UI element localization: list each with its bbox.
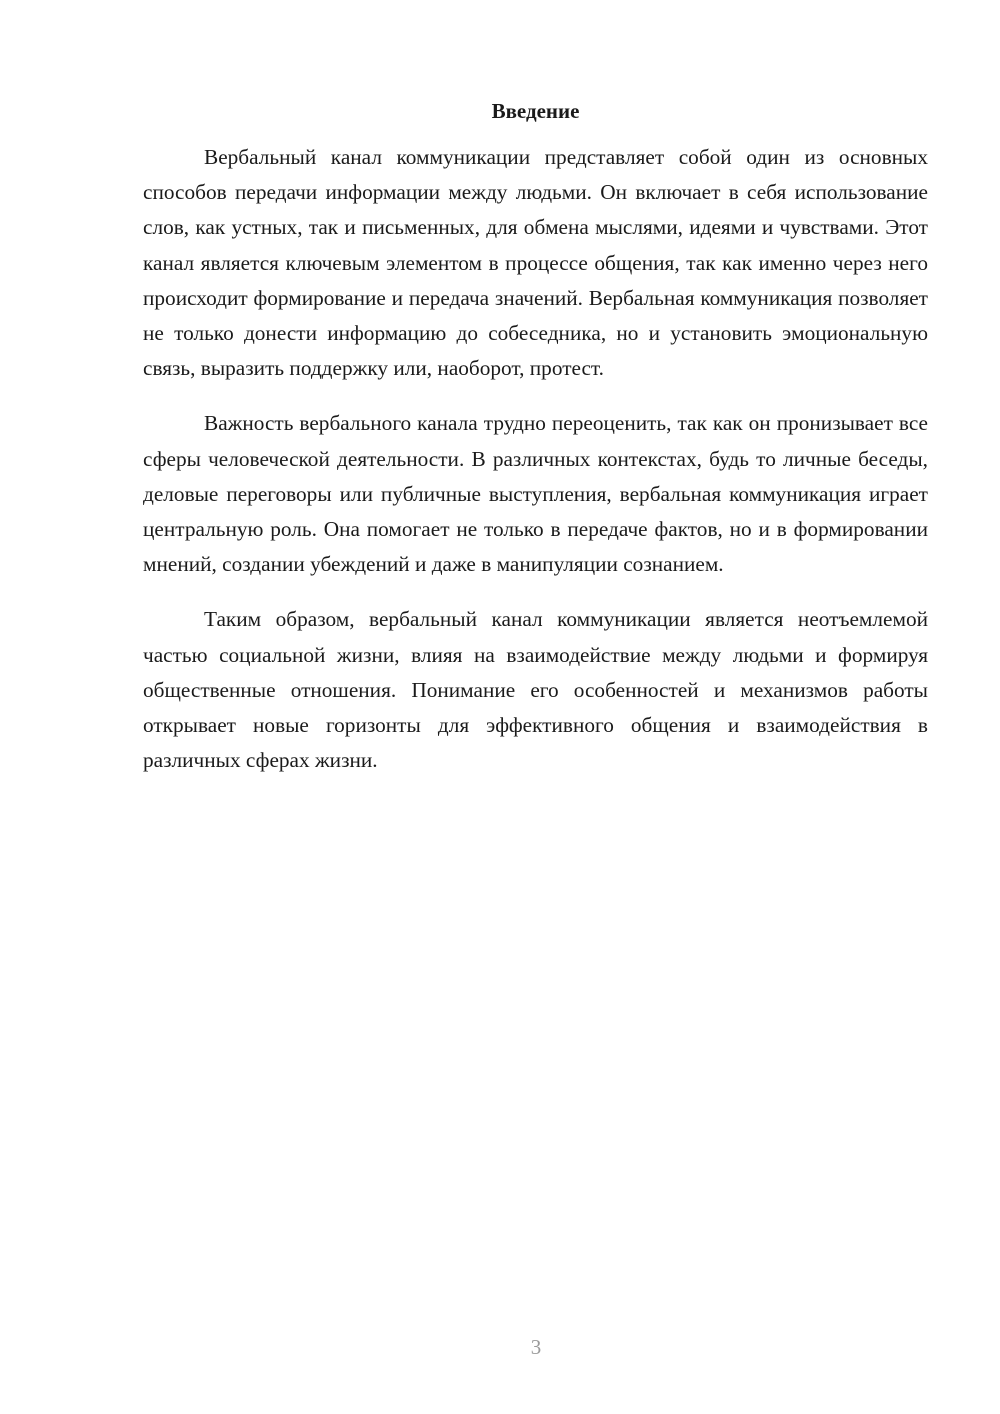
page-content [143,96,928,798]
paragraph-1: Вербальный канал коммуникации представляет собой один из основных способов передачи информации между людьми. Он включает в себя использование слов, как устных, так и письменных, для обмена мыслями, идеями и чувствами. Этот канал является ключевым элементом в процессе общения, так как именно через него происходит формирование и передача значений. Вербальная коммуникация позволяет не только донести информацию до собеседника, но и установить эмоциональную связь, выразить поддержку или, наоборот, протест. [143,145,928,381]
paragraph-3: Таким образом, вербальный канал коммуникации является неотъемлемой частью социальной жизни, влияя на взаимодействие между людьми и формируя общественные отношения. Понимание его особенностей и механизмов работы открывает новые горизонты для эффективного общения и взаимодействия в различных сферах жизни. [143,607,928,773]
page-number: 3 [530,1335,542,1359]
section-title: Введение [491,99,580,123]
paragraph-2: Важность вербального канала трудно переоценить, так как он пронизывает все сферы человеческой деятельности. В различных контекстах, будь то личные беседы, деловые переговоры или публичные выступления, вербальная коммуникация играет центральную роль. Она помогает не только в передаче фактов, но и в формировании мнений, создании убеждений и даже в манипуляции сознанием. [143,411,928,577]
